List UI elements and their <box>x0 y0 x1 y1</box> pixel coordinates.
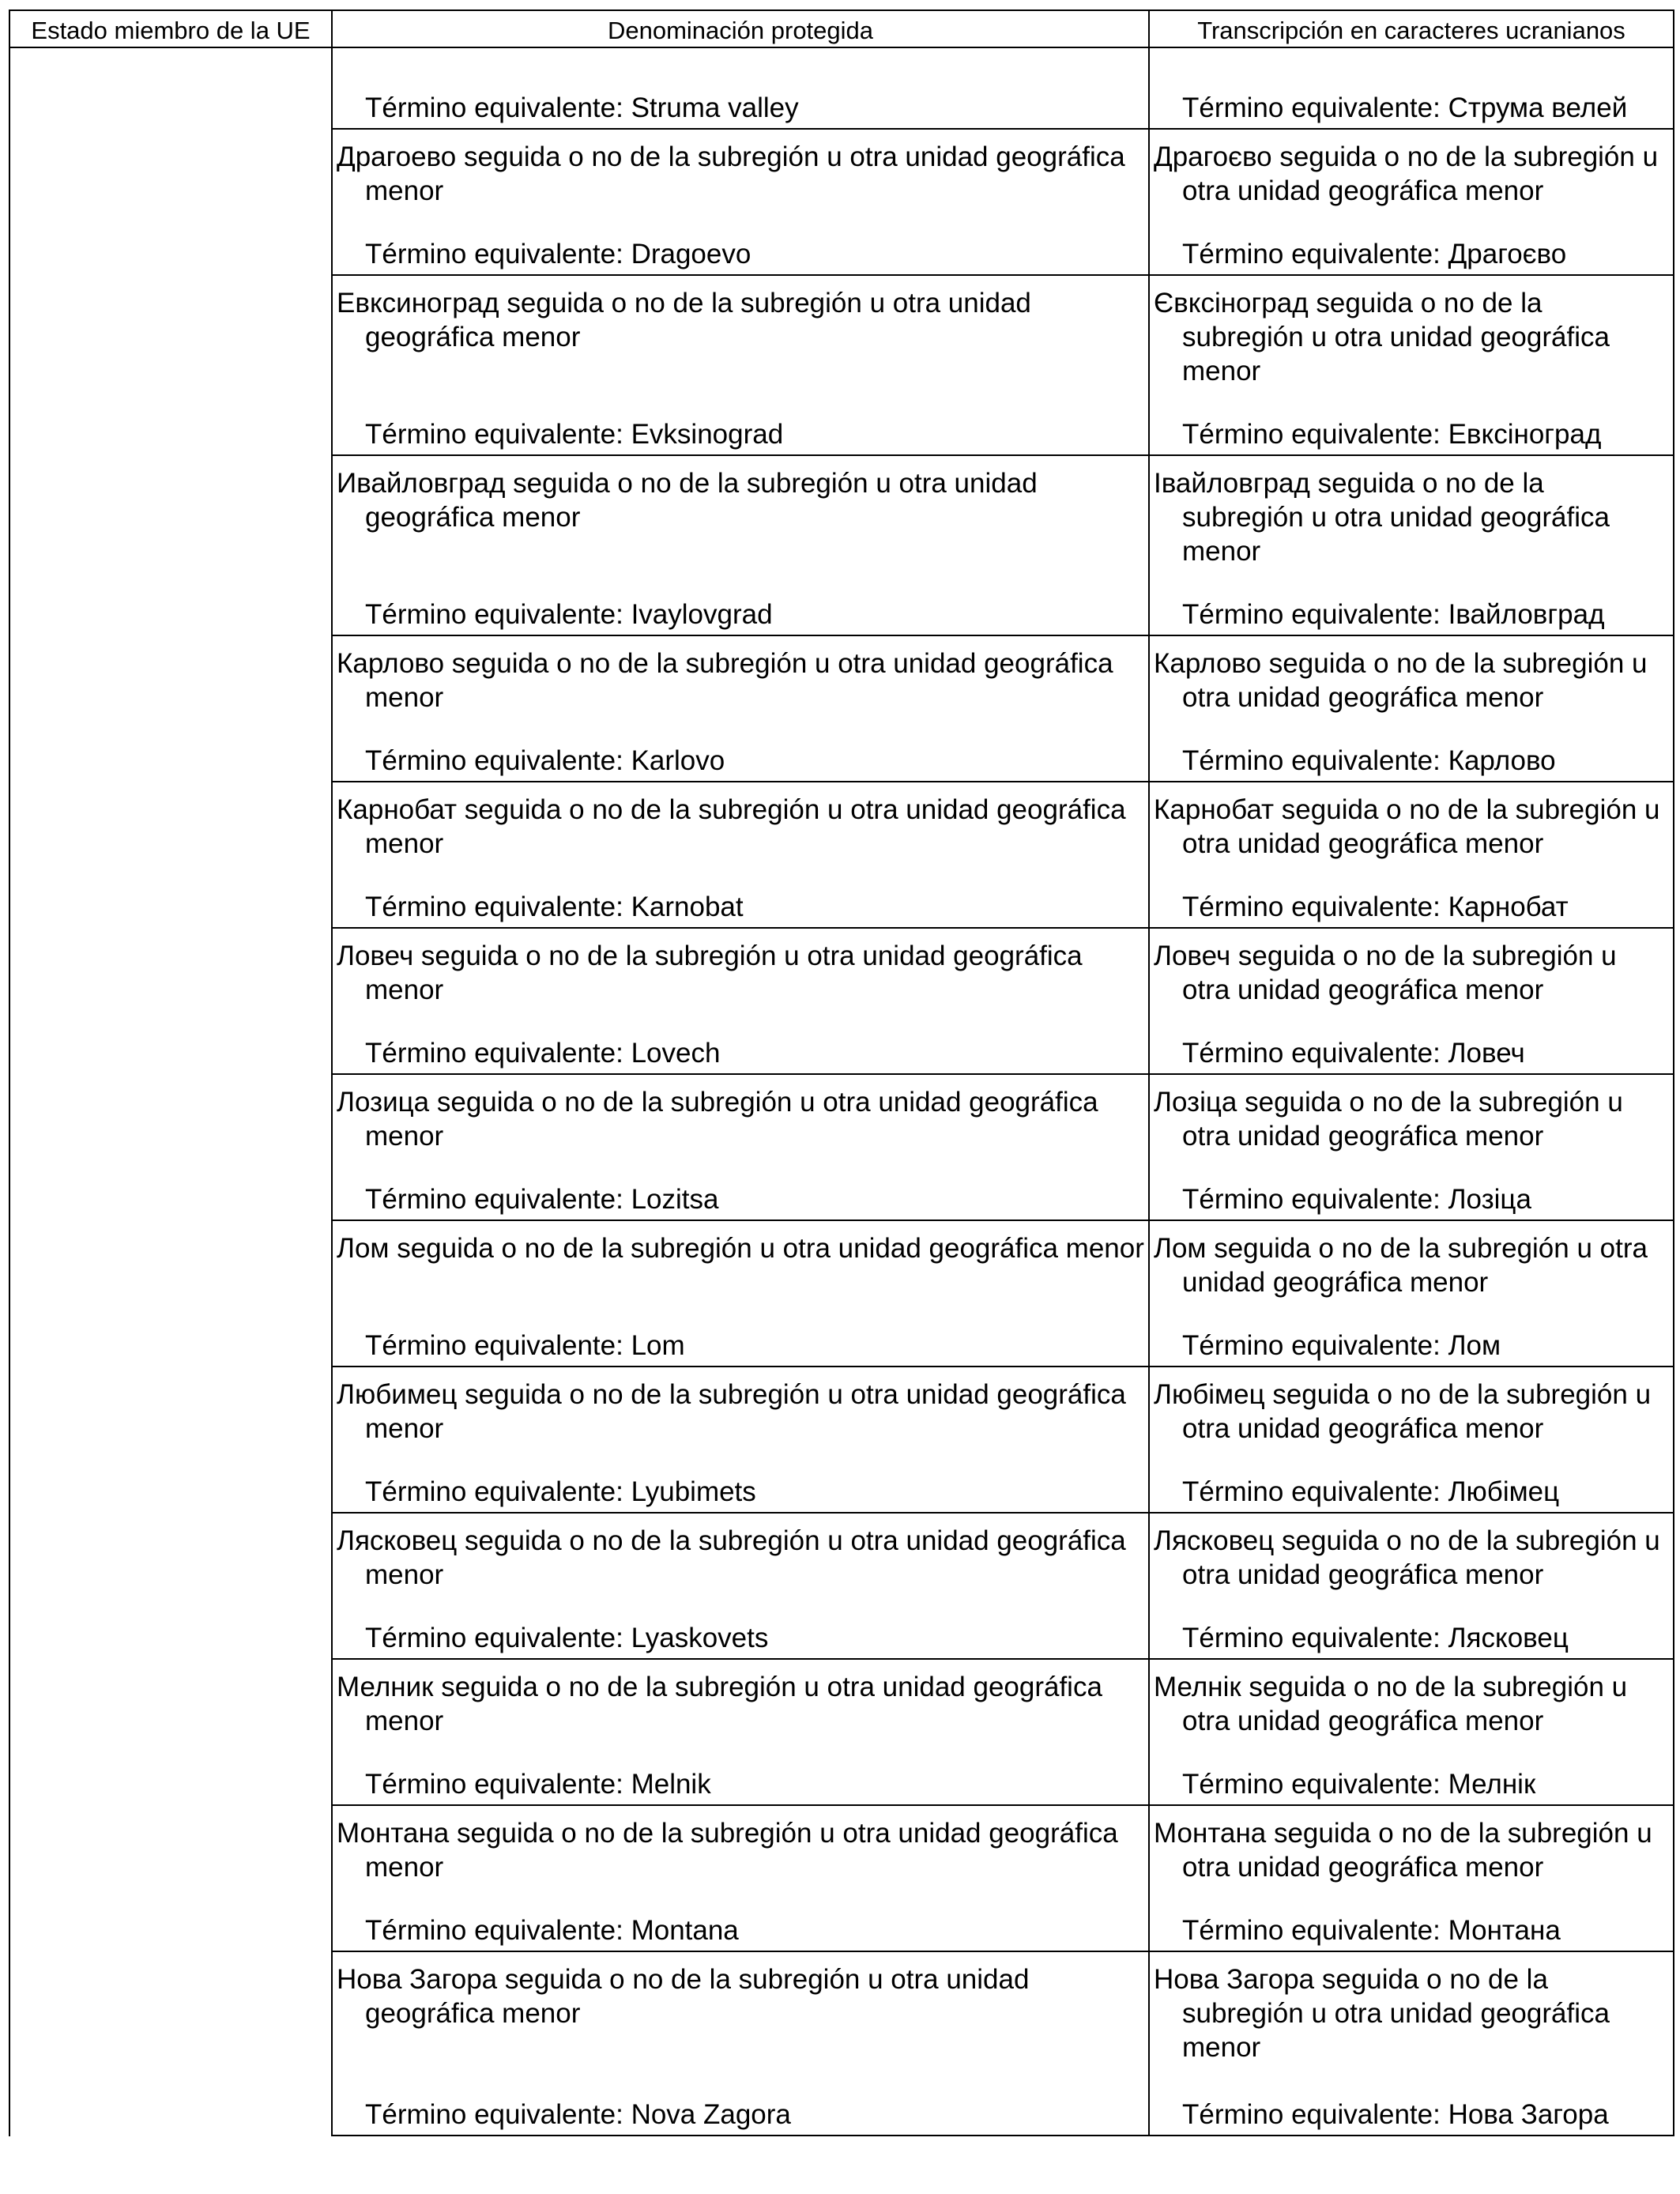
transcription-cell <box>1148 1073 1674 1221</box>
equivalent-term: Término equivalente: Evksinograd <box>365 419 784 450</box>
transcription-name-text: Івайловград seguida o no de la subregión u otra unidad geográfica menor <box>1154 468 1610 567</box>
header-protected-name: Denominación protegida <box>331 9 1150 48</box>
equivalent-term: Término equivalente: Lyubimets <box>365 1476 756 1507</box>
equivalent-term: Término equivalente: Melnik <box>365 1769 711 1800</box>
protected-name-text: Драгоево seguida o no de la subregión u otra unidad geográfica menor <box>337 141 1125 206</box>
protected-name-text: Лозица seguida o no de la subregión u otra unidad geográfica menor <box>337 1087 1098 1152</box>
transcription-name-text: Любімец seguida o no de la subregión u otra unidad geográfica menor <box>1154 1379 1652 1444</box>
equivalent-term-transcription: Término equivalente: Мелнік <box>1182 1769 1536 1800</box>
transcription-name-text: Драгоєво seguida o no de la subregión u otra unidad geográfica menor <box>1154 141 1659 206</box>
equivalent-term-transcription: Término equivalente: Лом <box>1182 1330 1501 1361</box>
header-transcription: Transcripción en caracteres ucranianos <box>1148 9 1674 48</box>
protected-name-cell <box>331 1951 1150 2136</box>
table-row <box>331 47 1674 130</box>
equivalent-term-transcription: Término equivalente: Лясковец <box>1182 1623 1569 1653</box>
transcription-cell <box>1148 1366 1674 1514</box>
protected-name-cell <box>331 274 1150 456</box>
protected-name-cell <box>331 927 1150 1075</box>
table-row <box>331 454 1674 636</box>
table-row <box>331 1220 1674 1367</box>
protected-name-cell <box>331 635 1150 782</box>
transcription-name-text: Євксіноград seguida o no de la subregión u otra unidad geográfica menor <box>1154 288 1610 386</box>
transcription-name-text: Монтана seguida o no de la subregión u otra unidad geográfica menor <box>1154 1818 1652 1883</box>
protected-name-cell <box>331 1512 1150 1660</box>
equivalent-term-transcription: Término equivalente: Ловеч <box>1182 1038 1525 1069</box>
protected-name-text: Лясковец seguida o no de la subregión u otra unidad geográfica menor <box>337 1525 1126 1590</box>
transcription-cell <box>1148 1804 1674 1952</box>
table-row <box>331 128 1674 276</box>
equivalent-term: Término equivalente: Karlovo <box>365 745 725 776</box>
transcription-cell <box>1148 454 1674 636</box>
table-row <box>331 1073 1674 1221</box>
equivalent-term-transcription: Término equivalente: Евксіноград <box>1182 419 1602 450</box>
equivalent-term: Término equivalente: Struma valley <box>365 92 799 123</box>
transcription-cell <box>1148 274 1674 456</box>
table-row <box>331 1366 1674 1514</box>
protected-name-text: Евксиноград seguida o no de la subregión u otra unidad geográfica menor <box>337 288 1031 352</box>
protected-name-cell <box>331 47 1150 130</box>
transcription-cell <box>1148 635 1674 782</box>
equivalent-term: Término equivalente: Montana <box>365 1915 739 1946</box>
equivalent-term: Término equivalente: Nova Zagora <box>365 2099 791 2130</box>
equivalent-term: Término equivalente: Karnobat <box>365 892 744 922</box>
member-state-column <box>9 47 333 2136</box>
table-row <box>331 1512 1674 1660</box>
transcription-cell <box>1148 1658 1674 1806</box>
protected-name-text: Ивайловград seguida o no de la subregión u otra unidad geográfica menor <box>337 468 1038 533</box>
transcription-cell <box>1148 927 1674 1075</box>
protected-name-text: Любимец seguida o no de la subregión u otra unidad geográfica menor <box>337 1379 1126 1444</box>
table-row <box>331 1804 1674 1952</box>
transcription-cell <box>1148 128 1674 276</box>
protected-name-cell <box>331 1658 1150 1806</box>
protected-name-cell <box>331 454 1150 636</box>
protected-name-text: Лом seguida o no de la subregión u otra unidad geográfica menor <box>337 1233 1144 1264</box>
table-row <box>331 781 1674 929</box>
transcription-name-text: Нова Загора seguida o no de la subregión u otra unidad geográfica menor <box>1154 1964 1610 2063</box>
table-row <box>331 274 1674 456</box>
equivalent-term-transcription: Término equivalente: Нова Загора <box>1182 2099 1609 2130</box>
equivalent-term: Término equivalente: Lyaskovets <box>365 1623 769 1653</box>
equivalent-term-transcription: Término equivalente: Карнобат <box>1182 892 1569 922</box>
transcription-cell <box>1148 781 1674 929</box>
protected-name-text: Нова Загора seguida o no de la subregión u otra unidad geográfica menor <box>337 1964 1030 2029</box>
protected-name-cell <box>331 1804 1150 1952</box>
table-row <box>331 927 1674 1075</box>
protected-name-cell <box>331 1220 1150 1367</box>
transcription-name-text: Лясковец seguida o no de la subregión u otra unidad geográfica menor <box>1154 1525 1660 1590</box>
transcription-name-text: Мелнік seguida o no de la subregión u otra unidad geográfica menor <box>1154 1672 1628 1736</box>
equivalent-term-transcription: Término equivalente: Драгоєво <box>1182 239 1567 270</box>
transcription-name-text: Карнобат seguida o no de la subregión u otra unidad geográfica menor <box>1154 794 1660 859</box>
transcription-name-text: Лозіца seguida o no de la subregión u otra unidad geográfica menor <box>1154 1087 1623 1152</box>
transcription-cell <box>1148 47 1674 130</box>
protected-name-text: Карлово seguida o no de la subregión u otra unidad geográfica menor <box>337 648 1113 713</box>
equivalent-term: Término equivalente: Dragoevo <box>365 239 751 270</box>
protected-name-cell <box>331 781 1150 929</box>
equivalent-term: Término equivalente: Lovech <box>365 1038 721 1069</box>
equivalent-term: Término equivalente: Lozitsa <box>365 1184 719 1215</box>
table-row <box>331 635 1674 782</box>
equivalent-term-transcription: Término equivalente: Монтана <box>1182 1915 1561 1946</box>
protected-name-cell <box>331 128 1150 276</box>
protected-name-cell <box>331 1073 1150 1221</box>
equivalent-term-transcription: Término equivalente: Струма велей <box>1182 92 1628 123</box>
transcription-name-text: Ловеч seguida o no de la subregión u otra unidad geográfica menor <box>1154 941 1617 1005</box>
transcription-cell <box>1148 1512 1674 1660</box>
protected-name-text: Ловеч seguida o no de la subregión u otra unidad geográfica menor <box>337 941 1083 1005</box>
table-row <box>331 1658 1674 1806</box>
protected-name-text: Монтана seguida o no de la subregión u otra unidad geográfica menor <box>337 1818 1118 1883</box>
transcription-cell <box>1148 1220 1674 1367</box>
transcription-name-text: Лом seguida o no de la subregión u otra unidad geográfica menor <box>1154 1233 1648 1298</box>
equivalent-term-transcription: Término equivalente: Івайловград <box>1182 599 1605 630</box>
protected-name-cell <box>331 1366 1150 1514</box>
protected-name-text: Мелник seguida o no de la subregión u otra unidad geográfica menor <box>337 1672 1102 1736</box>
transcription-name-text: Карлово seguida o no de la subregión u otra unidad geográfica menor <box>1154 648 1648 713</box>
equivalent-term-transcription: Término equivalente: Карлово <box>1182 745 1556 776</box>
equivalent-term-transcription: Término equivalente: Любімец <box>1182 1476 1560 1507</box>
equivalent-term: Término equivalente: Lom <box>365 1330 685 1361</box>
protected-name-text: Карнобат seguida o no de la subregión u otra unidad geográfica menor <box>337 794 1126 859</box>
equivalent-term-transcription: Término equivalente: Лозіца <box>1182 1184 1531 1215</box>
equivalent-term: Término equivalente: Ivaylovgrad <box>365 599 773 630</box>
transcription-cell <box>1148 1951 1674 2136</box>
header-member-state: Estado miembro de la UE <box>9 9 333 48</box>
table-row <box>331 1951 1674 2136</box>
